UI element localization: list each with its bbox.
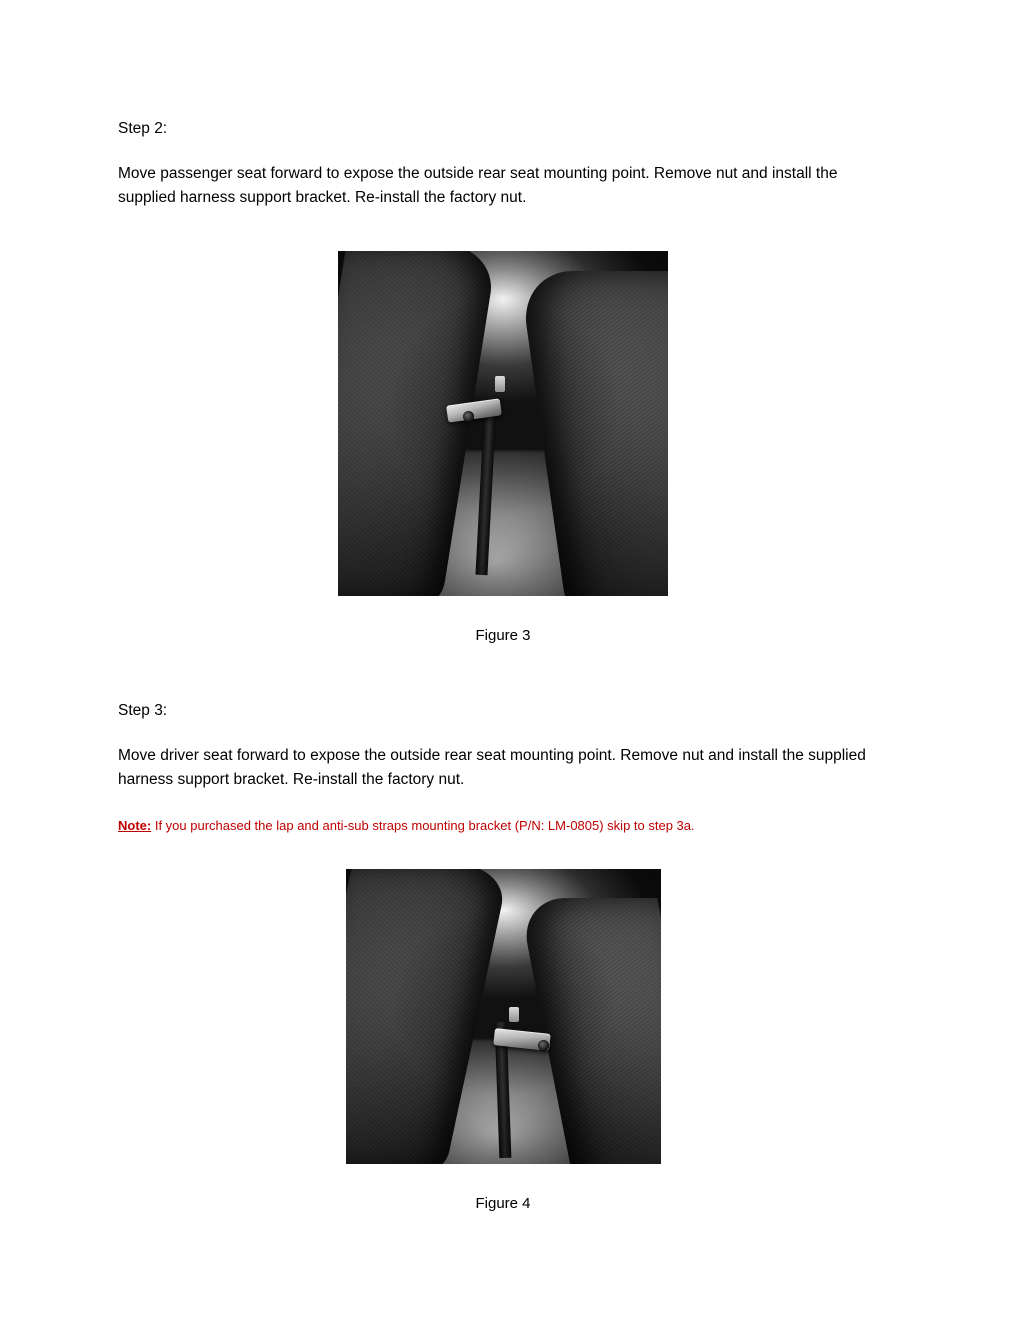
figure-4-caption: Figure 4 xyxy=(475,1194,531,1212)
figure-4-block xyxy=(118,836,888,1212)
photo-vignette xyxy=(338,251,668,596)
step-3-note xyxy=(118,816,888,836)
photo-vignette xyxy=(346,869,661,1164)
step-2-label: Step 2: xyxy=(118,120,168,137)
note-text: If you purchased the lap and anti-sub straps mounting bracket (P/N: LM-0805) skip to step 3a. xyxy=(151,818,695,833)
figure-3-photo xyxy=(338,251,668,596)
document-content xyxy=(118,118,888,1212)
figure-3-caption: Figure 3 xyxy=(475,626,531,644)
step-3-label: Step 3: xyxy=(118,701,168,719)
section-spacer xyxy=(118,644,888,700)
step-3-text: Move driver seat forward to expose the outside rear seat mounting point. Remove nut and install the supplied harness support bracket. Re-install the factory nut. xyxy=(118,746,866,788)
figure-4-photo xyxy=(346,869,661,1164)
step-2-text: Move passenger seat forward to expose the outside rear seat mounting point. Remove nut and install the supplied harness support bracket. Re-install the factory nut. xyxy=(118,165,838,207)
figure-3-block xyxy=(118,211,888,644)
note-label: Note: xyxy=(118,818,152,833)
